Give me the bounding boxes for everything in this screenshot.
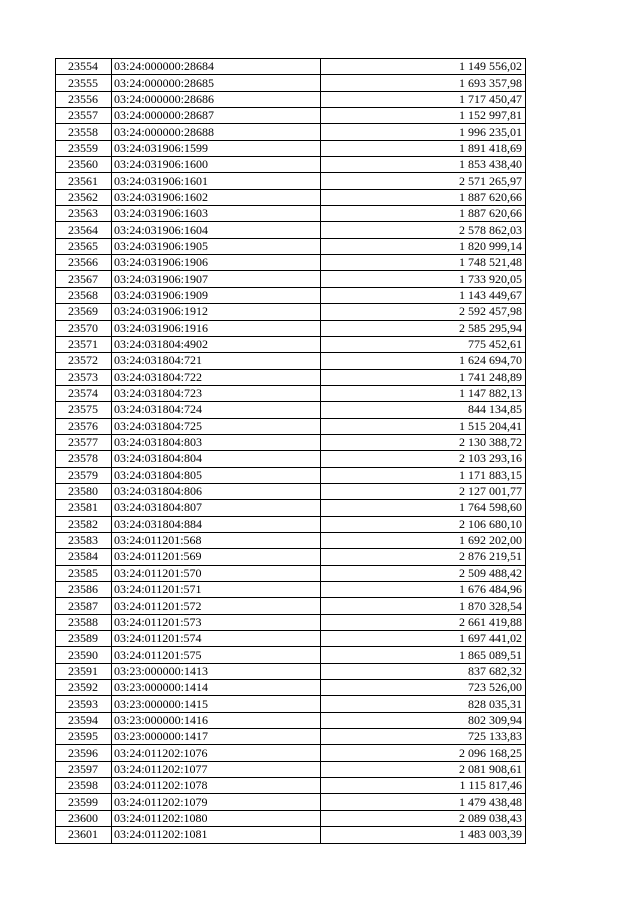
row-number-cell: 23556 xyxy=(56,91,112,107)
cadastral-value-cell: 1 748 521,48 xyxy=(321,255,526,271)
cadastral-value-cell: 1 870 328,54 xyxy=(321,598,526,614)
cadastral-number-cell: 03:24:011201:575 xyxy=(112,647,321,663)
cadastral-value-cell: 2 661 419,88 xyxy=(321,614,526,630)
cadastral-number-cell: 03:24:031804:4902 xyxy=(112,336,321,352)
cadastral-value-cell: 1 692 202,00 xyxy=(321,532,526,548)
table-row xyxy=(56,614,526,630)
cadastral-value-cell: 2 571 265,97 xyxy=(321,173,526,189)
cadastral-number-cell: 03:24:031906:1599 xyxy=(112,140,321,156)
cadastral-value-cell: 1 887 620,66 xyxy=(321,206,526,222)
table-row xyxy=(56,500,526,516)
cadastral-value-cell: 1 820 999,14 xyxy=(321,238,526,254)
table-row xyxy=(56,140,526,156)
table-row xyxy=(56,434,526,450)
row-number-cell: 23564 xyxy=(56,222,112,238)
cadastral-number-cell: 03:23:000000:1413 xyxy=(112,663,321,679)
row-number-cell: 23592 xyxy=(56,680,112,696)
table-row xyxy=(56,712,526,728)
row-number-cell: 23563 xyxy=(56,206,112,222)
cadastral-number-cell: 03:24:011201:569 xyxy=(112,549,321,565)
cadastral-number-cell: 03:24:011202:1078 xyxy=(112,778,321,794)
cadastral-value-cell: 1 717 450,47 xyxy=(321,91,526,107)
row-number-cell: 23594 xyxy=(56,712,112,728)
cadastral-value-cell: 1 741 248,89 xyxy=(321,369,526,385)
row-number-cell: 23589 xyxy=(56,631,112,647)
table-row xyxy=(56,59,526,75)
cadastral-value-cell: 1 149 556,02 xyxy=(321,59,526,75)
cadastral-number-cell: 03:24:031906:1916 xyxy=(112,320,321,336)
table-row xyxy=(56,336,526,352)
cadastral-value-cell: 1 865 089,51 xyxy=(321,647,526,663)
cadastral-number-cell: 03:24:031804:724 xyxy=(112,402,321,418)
cadastral-number-cell: 03:24:031906:1912 xyxy=(112,304,321,320)
cadastral-value-cell: 1 171 883,15 xyxy=(321,467,526,483)
cadastral-value-cell: 844 134,85 xyxy=(321,402,526,418)
table-row xyxy=(56,532,526,548)
row-number-cell: 23584 xyxy=(56,549,112,565)
table-row xyxy=(56,369,526,385)
table-row xyxy=(56,794,526,810)
table-row xyxy=(56,451,526,467)
table-row xyxy=(56,320,526,336)
cadastral-number-cell: 03:24:031906:1604 xyxy=(112,222,321,238)
table-row xyxy=(56,304,526,320)
cadastral-value-cell: 725 133,83 xyxy=(321,729,526,745)
cadastral-number-cell: 03:24:011202:1081 xyxy=(112,827,321,843)
table-body xyxy=(56,59,526,844)
table-row xyxy=(56,189,526,205)
table-row xyxy=(56,827,526,843)
row-number-cell: 23583 xyxy=(56,532,112,548)
cadastral-number-cell: 03:24:011202:1076 xyxy=(112,745,321,761)
table-row xyxy=(56,565,526,581)
cadastral-number-cell: 03:24:011201:572 xyxy=(112,598,321,614)
row-number-cell: 23587 xyxy=(56,598,112,614)
cadastral-number-cell: 03:24:000000:28688 xyxy=(112,124,321,140)
cadastral-value-cell: 1 147 882,13 xyxy=(321,385,526,401)
table-row xyxy=(56,467,526,483)
row-number-cell: 23601 xyxy=(56,827,112,843)
table-row xyxy=(56,255,526,271)
cadastral-number-cell: 03:24:011201:573 xyxy=(112,614,321,630)
cadastral-number-cell: 03:24:031906:1906 xyxy=(112,255,321,271)
cadastral-number-cell: 03:24:031804:721 xyxy=(112,353,321,369)
cadastral-value-cell: 1 624 694,70 xyxy=(321,353,526,369)
row-number-cell: 23567 xyxy=(56,271,112,287)
cadastral-value-cell: 828 035,31 xyxy=(321,696,526,712)
cadastral-value-cell: 1 853 438,40 xyxy=(321,157,526,173)
cadastral-value-cell: 2 127 001,77 xyxy=(321,483,526,499)
cadastral-value-cell: 802 309,94 xyxy=(321,712,526,728)
cadastral-value-cell: 2 081 908,61 xyxy=(321,761,526,777)
row-number-cell: 23572 xyxy=(56,353,112,369)
cadastral-value-cell: 1 676 484,96 xyxy=(321,582,526,598)
row-number-cell: 23570 xyxy=(56,320,112,336)
row-number-cell: 23569 xyxy=(56,304,112,320)
cadastral-value-cell: 1 515 204,41 xyxy=(321,418,526,434)
table-row xyxy=(56,173,526,189)
row-number-cell: 23557 xyxy=(56,108,112,124)
row-number-cell: 23591 xyxy=(56,663,112,679)
cadastral-value-cell: 1 733 920,05 xyxy=(321,271,526,287)
cadastral-number-cell: 03:24:000000:28684 xyxy=(112,59,321,75)
cadastral-value-cell: 1 479 438,48 xyxy=(321,794,526,810)
table-row xyxy=(56,124,526,140)
cadastral-number-cell: 03:24:011202:1077 xyxy=(112,761,321,777)
cadastral-number-cell: 03:24:031804:804 xyxy=(112,451,321,467)
row-number-cell: 23574 xyxy=(56,385,112,401)
cadastral-value-cell: 2 106 680,10 xyxy=(321,516,526,532)
cadastral-value-table xyxy=(55,58,526,844)
table-row xyxy=(56,206,526,222)
cadastral-value-cell: 1 891 418,69 xyxy=(321,140,526,156)
cadastral-number-cell: 03:24:011201:571 xyxy=(112,582,321,598)
cadastral-number-cell: 03:24:031804:803 xyxy=(112,434,321,450)
table-row xyxy=(56,75,526,91)
row-number-cell: 23596 xyxy=(56,745,112,761)
cadastral-number-cell: 03:24:031906:1601 xyxy=(112,173,321,189)
cadastral-number-cell: 03:23:000000:1417 xyxy=(112,729,321,745)
cadastral-value-cell: 1 697 441,02 xyxy=(321,631,526,647)
row-number-cell: 23590 xyxy=(56,647,112,663)
table-row xyxy=(56,810,526,826)
row-number-cell: 23562 xyxy=(56,189,112,205)
row-number-cell: 23566 xyxy=(56,255,112,271)
row-number-cell: 23575 xyxy=(56,402,112,418)
cadastral-number-cell: 03:24:011202:1079 xyxy=(112,794,321,810)
cadastral-number-cell: 03:23:000000:1415 xyxy=(112,696,321,712)
row-number-cell: 23595 xyxy=(56,729,112,745)
row-number-cell: 23586 xyxy=(56,582,112,598)
table-row xyxy=(56,680,526,696)
row-number-cell: 23593 xyxy=(56,696,112,712)
table-row xyxy=(56,402,526,418)
cadastral-value-cell: 1 764 598,60 xyxy=(321,500,526,516)
cadastral-value-cell: 2 585 295,94 xyxy=(321,320,526,336)
table-row xyxy=(56,598,526,614)
row-number-cell: 23565 xyxy=(56,238,112,254)
cadastral-value-cell: 1 115 817,46 xyxy=(321,778,526,794)
table-row xyxy=(56,631,526,647)
row-number-cell: 23578 xyxy=(56,451,112,467)
row-number-cell: 23554 xyxy=(56,59,112,75)
row-number-cell: 23571 xyxy=(56,336,112,352)
row-number-cell: 23585 xyxy=(56,565,112,581)
table-row xyxy=(56,582,526,598)
row-number-cell: 23581 xyxy=(56,500,112,516)
table-row xyxy=(56,663,526,679)
cadastral-value-cell: 1 143 449,67 xyxy=(321,287,526,303)
cadastral-number-cell: 03:24:031804:725 xyxy=(112,418,321,434)
table-row xyxy=(56,761,526,777)
cadastral-value-cell: 1 887 620,66 xyxy=(321,189,526,205)
cadastral-number-cell: 03:24:000000:28686 xyxy=(112,91,321,107)
table-row xyxy=(56,418,526,434)
cadastral-value-cell: 723 526,00 xyxy=(321,680,526,696)
table-row xyxy=(56,91,526,107)
row-number-cell: 23560 xyxy=(56,157,112,173)
row-number-cell: 23580 xyxy=(56,483,112,499)
cadastral-number-cell: 03:23:000000:1414 xyxy=(112,680,321,696)
row-number-cell: 23558 xyxy=(56,124,112,140)
cadastral-value-cell: 2 103 293,16 xyxy=(321,451,526,467)
cadastral-number-cell: 03:24:031804:807 xyxy=(112,500,321,516)
table-row xyxy=(56,287,526,303)
row-number-cell: 23582 xyxy=(56,516,112,532)
row-number-cell: 23568 xyxy=(56,287,112,303)
cadastral-number-cell: 03:24:031804:884 xyxy=(112,516,321,532)
table-row xyxy=(56,729,526,745)
row-number-cell: 23598 xyxy=(56,778,112,794)
cadastral-number-cell: 03:24:031906:1602 xyxy=(112,189,321,205)
row-number-cell: 23597 xyxy=(56,761,112,777)
table-row xyxy=(56,353,526,369)
cadastral-number-cell: 03:24:011201:568 xyxy=(112,532,321,548)
cadastral-number-cell: 03:24:031804:723 xyxy=(112,385,321,401)
cadastral-value-cell: 2 089 038,43 xyxy=(321,810,526,826)
cadastral-number-cell: 03:24:031804:806 xyxy=(112,483,321,499)
cadastral-number-cell: 03:24:011201:570 xyxy=(112,565,321,581)
cadastral-number-cell: 03:23:000000:1416 xyxy=(112,712,321,728)
cadastral-value-cell: 2 592 457,98 xyxy=(321,304,526,320)
table-row xyxy=(56,108,526,124)
table-row xyxy=(56,157,526,173)
cadastral-number-cell: 03:24:011202:1080 xyxy=(112,810,321,826)
row-number-cell: 23588 xyxy=(56,614,112,630)
cadastral-number-cell: 03:24:031804:805 xyxy=(112,467,321,483)
cadastral-number-cell: 03:24:031906:1907 xyxy=(112,271,321,287)
cadastral-value-cell: 2 578 862,03 xyxy=(321,222,526,238)
cadastral-value-cell: 1 483 003,39 xyxy=(321,827,526,843)
table-row xyxy=(56,745,526,761)
table-row xyxy=(56,271,526,287)
cadastral-number-cell: 03:24:000000:28687 xyxy=(112,108,321,124)
cadastral-number-cell: 03:24:031804:722 xyxy=(112,369,321,385)
table-row xyxy=(56,549,526,565)
row-number-cell: 23576 xyxy=(56,418,112,434)
row-number-cell: 23600 xyxy=(56,810,112,826)
table-row xyxy=(56,778,526,794)
cadastral-number-cell: 03:24:000000:28685 xyxy=(112,75,321,91)
cadastral-number-cell: 03:24:031906:1909 xyxy=(112,287,321,303)
cadastral-number-cell: 03:24:031906:1600 xyxy=(112,157,321,173)
table-row xyxy=(56,238,526,254)
row-number-cell: 23555 xyxy=(56,75,112,91)
table-row xyxy=(56,696,526,712)
cadastral-value-cell: 2 096 168,25 xyxy=(321,745,526,761)
row-number-cell: 23573 xyxy=(56,369,112,385)
cadastral-value-cell: 1 152 997,81 xyxy=(321,108,526,124)
row-number-cell: 23559 xyxy=(56,140,112,156)
cadastral-value-cell: 837 682,32 xyxy=(321,663,526,679)
cadastral-number-cell: 03:24:031906:1603 xyxy=(112,206,321,222)
table-row xyxy=(56,222,526,238)
table-row xyxy=(56,516,526,532)
cadastral-value-cell: 2 509 488,42 xyxy=(321,565,526,581)
row-number-cell: 23599 xyxy=(56,794,112,810)
table-row xyxy=(56,385,526,401)
cadastral-number-cell: 03:24:031906:1905 xyxy=(112,238,321,254)
row-number-cell: 23579 xyxy=(56,467,112,483)
row-number-cell: 23561 xyxy=(56,173,112,189)
row-number-cell: 23577 xyxy=(56,434,112,450)
cadastral-value-cell: 775 452,61 xyxy=(321,336,526,352)
table-row xyxy=(56,483,526,499)
cadastral-value-cell: 1 693 357,98 xyxy=(321,75,526,91)
cadastral-value-cell: 2 130 388,72 xyxy=(321,434,526,450)
cadastral-value-cell: 2 876 219,51 xyxy=(321,549,526,565)
cadastral-value-cell: 1 996 235,01 xyxy=(321,124,526,140)
table-row xyxy=(56,647,526,663)
cadastral-number-cell: 03:24:011201:574 xyxy=(112,631,321,647)
